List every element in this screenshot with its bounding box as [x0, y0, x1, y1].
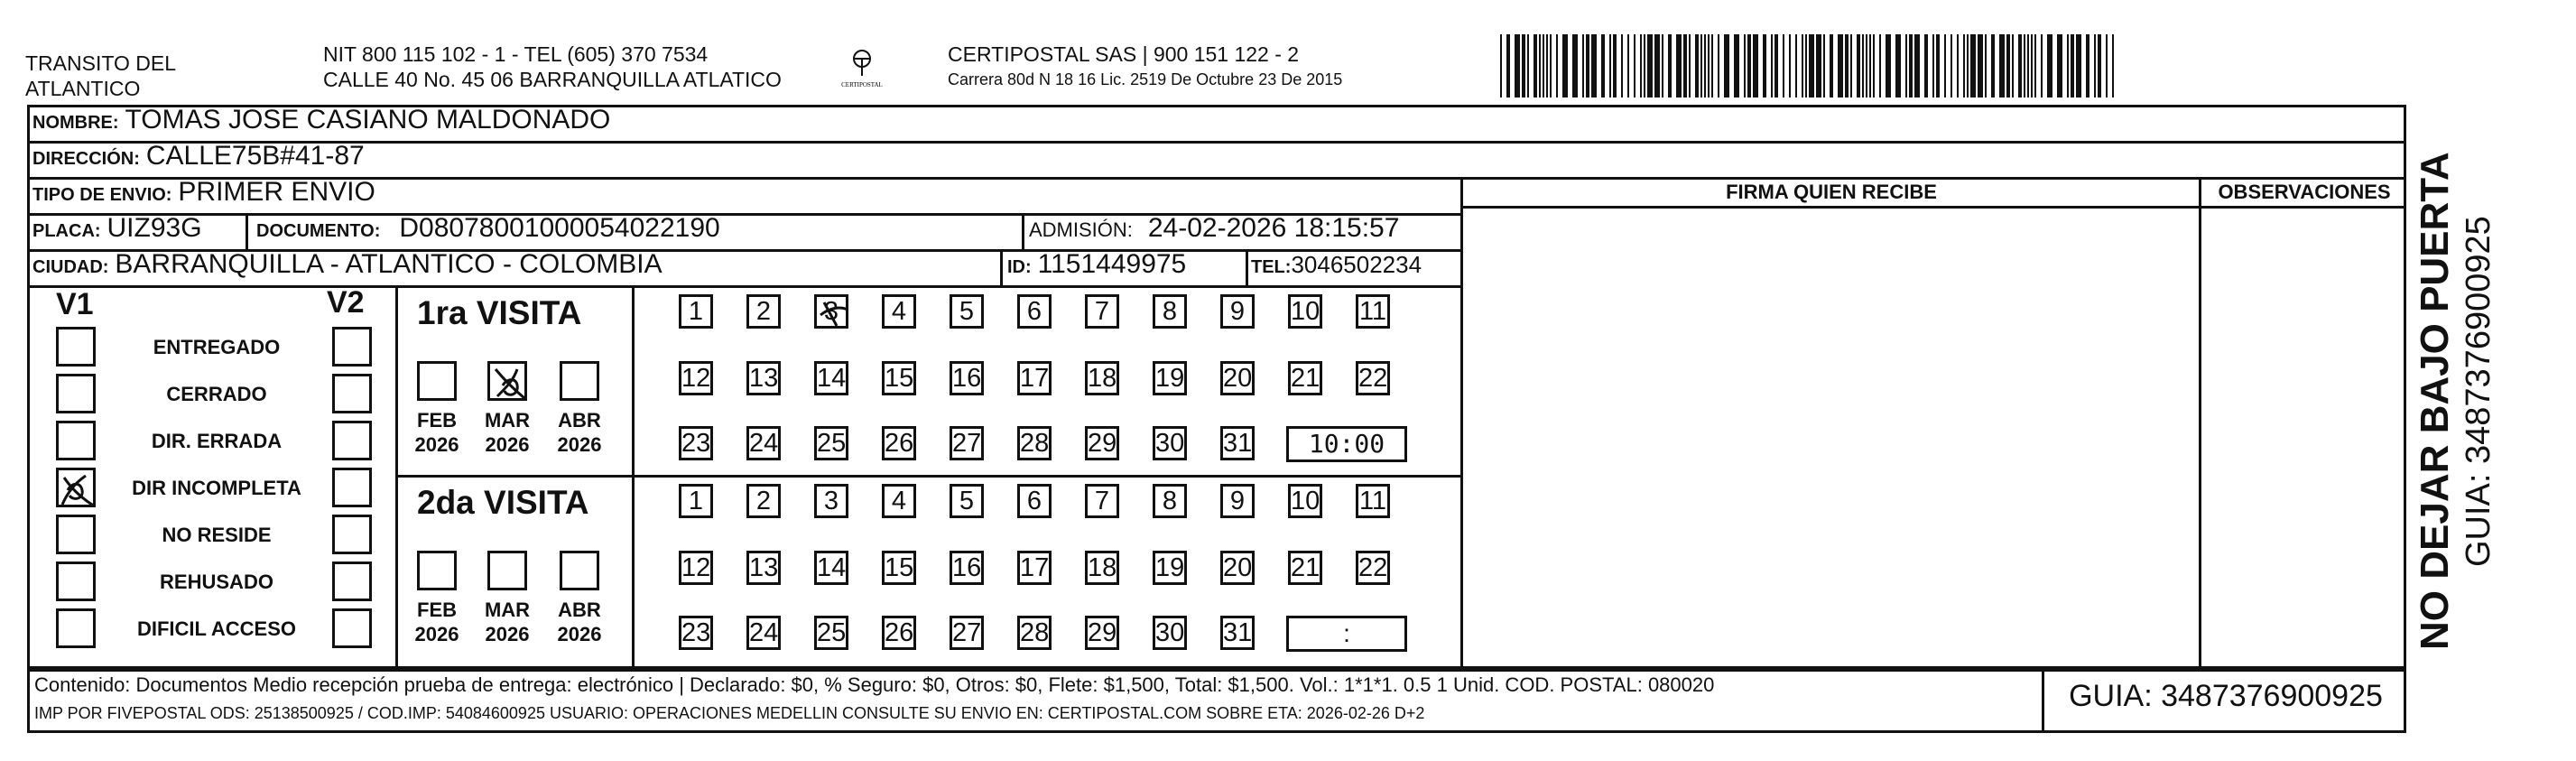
col-divider — [246, 213, 248, 249]
barcode-bar — [1866, 34, 1867, 97]
barcode-bar — [1582, 34, 1584, 97]
barcode-bar — [1601, 34, 1605, 97]
barcode-bar — [1718, 34, 1719, 97]
barcode-bar — [2034, 34, 2036, 97]
barcode-bar — [1640, 34, 1642, 97]
status-option-label: NO RESIDE — [162, 524, 272, 546]
month-label — [471, 408, 543, 457]
day-box[interactable]: 12 — [679, 361, 713, 395]
field-value: BARRANQUILLA - ATLANTICO - COLOMBIA — [115, 249, 663, 279]
v2-checkbox[interactable] — [332, 327, 372, 367]
month-year: 2026 — [557, 623, 602, 645]
month-checkbox[interactable] — [417, 361, 457, 401]
barcode-bar — [1591, 34, 1597, 97]
barcode-bar — [1621, 34, 1623, 97]
barcode-bar — [1963, 34, 1965, 97]
status-option-label: CERRADO — [166, 383, 267, 405]
barcode-bar — [1802, 34, 1803, 97]
row-divider — [27, 177, 2406, 180]
day-box[interactable]: 28 — [1017, 426, 1052, 460]
v1-checkbox[interactable] — [56, 515, 96, 554]
day-box[interactable]: 1 — [679, 294, 713, 329]
side-warning: NO DEJAR BAJO PUERTA — [2413, 152, 2457, 650]
barcode-bar — [1662, 34, 1663, 97]
barcode-bar — [2106, 34, 2108, 97]
day-box[interactable]: 3 — [814, 294, 848, 329]
barcode-bar — [1838, 34, 1843, 97]
field-value: UIZ93G — [107, 213, 202, 243]
barcode-bar — [1857, 34, 1860, 97]
barcode-bar — [2041, 34, 2043, 97]
day-box[interactable]: 25 — [814, 426, 848, 460]
month-checkbox[interactable] — [417, 551, 457, 590]
barcode-bar — [2047, 34, 2052, 97]
field-label: ID: — [1007, 257, 1032, 277]
barcode-bar — [1967, 34, 1969, 97]
header-company — [25, 51, 176, 101]
day-box[interactable]: 10 — [1288, 294, 1322, 329]
day-box[interactable]: 7 — [1085, 484, 1119, 518]
day-box[interactable]: 8 — [1153, 294, 1187, 329]
barcode-bar — [2024, 34, 2025, 97]
barcode-bar — [1676, 34, 1682, 97]
col-divider — [1000, 249, 1003, 285]
barcode-bar — [1845, 34, 1849, 97]
day-box[interactable]: 8 — [1153, 484, 1187, 518]
header-address: CALLE 40 No. 45 06 BARRANQUILLA ATLATICO — [323, 68, 782, 91]
barcode-icon — [1498, 34, 2121, 97]
field-value: 1151449975 — [1037, 249, 1187, 279]
field-label: ADMISIÓN: — [1029, 218, 1133, 241]
day-box[interactable]: 29 — [1085, 616, 1119, 650]
day-box[interactable]: 11 — [1356, 484, 1390, 518]
barcode-bar — [1708, 34, 1710, 97]
field-label: CIUDAD: — [32, 257, 109, 277]
month-name: MAR — [484, 409, 531, 432]
field-value: 3046502234 — [1291, 251, 1422, 278]
barcode-bar — [1771, 34, 1773, 97]
day-box[interactable]: 27 — [950, 426, 984, 460]
day-box[interactable]: 30 — [1153, 426, 1187, 460]
v2-checkbox[interactable] — [332, 374, 372, 413]
field-label: TIPO DE ENVIO: — [32, 185, 172, 205]
day-box[interactable]: 4 — [882, 294, 916, 329]
day-box[interactable]: 14 — [814, 361, 848, 395]
day-box[interactable]: 19 — [1153, 551, 1187, 585]
v1-checkbox[interactable] — [56, 561, 96, 601]
barcode-bar — [1936, 34, 1940, 97]
day-box[interactable]: 23 — [679, 616, 713, 650]
day-box[interactable]: 25 — [814, 616, 848, 650]
v2-checkbox[interactable] — [332, 608, 372, 648]
v2-label: V2 — [327, 285, 365, 320]
barcode-bar — [2086, 34, 2090, 97]
header-company-line: TRANSITO DEL — [25, 51, 176, 75]
day-box[interactable]: 27 — [950, 616, 984, 650]
field-label: TEL: — [1251, 257, 1292, 277]
field-value: TOMAS JOSE CASIANO MALDONADO — [125, 105, 611, 135]
header-courier-address: Carrera 80d N 18 16 Lic. 2519 De Octubre 23 De 2015 — [948, 70, 1343, 88]
firma-header: FIRMA QUIEN RECIBE — [1726, 181, 1937, 203]
barcode-bar — [1609, 34, 1611, 97]
day-box[interactable]: 13 — [746, 551, 781, 585]
field-label: NOMBRE: — [32, 113, 119, 133]
day-box[interactable]: 21 — [1288, 551, 1322, 585]
barcode-bar — [2012, 34, 2014, 97]
day-box[interactable]: 5 — [950, 484, 984, 518]
field-label: DOCUMENTO: — [256, 221, 381, 241]
barcode-bar — [1909, 34, 1913, 97]
day-box[interactable]: 18 — [1085, 551, 1119, 585]
day-box[interactable]: 31 — [1220, 616, 1255, 650]
side-guia: GUIA: 3487376900925 — [2460, 216, 2497, 567]
col-divider — [1022, 213, 1024, 249]
barcode-bar — [1543, 34, 1544, 97]
row-divider — [27, 285, 1460, 288]
barcode-bar — [1704, 34, 1706, 97]
v2-checkbox[interactable] — [332, 421, 372, 460]
day-box[interactable]: 2 — [746, 294, 781, 329]
status-option-label: DIFICIL ACCESO — [136, 617, 296, 640]
barcode-bar — [1886, 34, 1891, 97]
month-checkbox[interactable] — [487, 551, 527, 590]
barcode-bar — [1895, 34, 1901, 97]
barcode-bar — [1774, 34, 1778, 97]
field-value: D08078001000054022190 — [399, 213, 720, 243]
barcode-bar — [1647, 34, 1653, 97]
month-year: 2026 — [485, 623, 530, 645]
day-box[interactable]: 14 — [814, 551, 848, 585]
observaciones-header: OBSERVACIONES — [2218, 181, 2391, 203]
day-box[interactable]: 6 — [1017, 294, 1052, 329]
field-label: PLACA: — [32, 221, 101, 241]
field-ciudad — [32, 251, 663, 281]
barcode-bar — [1850, 34, 1852, 97]
v1-checkbox[interactable] — [56, 608, 96, 648]
barcode-bar — [1991, 34, 1995, 97]
barcode-bar — [1562, 34, 1568, 97]
month-name: FEB — [417, 409, 457, 432]
barcode-bar — [1744, 34, 1746, 97]
barcode-bar — [1586, 34, 1589, 97]
barcode-bar — [1951, 34, 1952, 97]
barcode-bar — [1873, 34, 1875, 97]
month-checkbox[interactable] — [560, 551, 599, 590]
month-label — [543, 598, 616, 646]
day-box[interactable]: 31 — [1220, 426, 1255, 460]
month-checkbox[interactable] — [487, 361, 527, 401]
barcode-bar — [1724, 34, 1729, 97]
barcode-bar — [1634, 34, 1635, 97]
month-checkbox[interactable] — [560, 361, 599, 401]
day-box[interactable]: 1 — [679, 484, 713, 518]
month-label — [401, 408, 473, 457]
barcode-bar — [1914, 34, 1920, 97]
barcode-bar — [1862, 34, 1864, 97]
footer-contenido: Contenido: Documentos Medio recepción prueba de entrega: electrónico | Declarado: $0, % Seguro: $0, Otros: $0, Flete: $1,500, Total: $1,500. Vol.: 1*1*1. 0.5 1 Unid. COD. POSTAL: 080020 — [34, 673, 1715, 696]
day-box[interactable]: 26 — [882, 426, 916, 460]
barcode-bar — [1999, 34, 2005, 97]
barcode-bar — [2076, 34, 2081, 97]
barcode-bar — [1644, 34, 1645, 97]
day-box[interactable]: 12 — [679, 551, 713, 585]
month-year: 2026 — [414, 623, 459, 645]
month-label — [543, 408, 616, 457]
row-divider — [395, 475, 1460, 478]
field-nombre — [32, 107, 610, 136]
barcode-bar — [1823, 34, 1825, 97]
barcode-bar — [1572, 34, 1578, 97]
barcode-bar — [1944, 34, 1946, 97]
field-label: DIRECCIÓN: — [32, 149, 140, 169]
barcode-bar — [1506, 34, 1510, 97]
day-box[interactable]: 9 — [1220, 484, 1255, 518]
field-tipo-envio — [32, 179, 375, 209]
v1-checkbox[interactable] — [56, 374, 96, 413]
courier-logo-icon — [830, 47, 894, 92]
barcode-bar — [1627, 34, 1629, 97]
handwritten-mark-icon — [817, 297, 846, 326]
day-box[interactable]: 21 — [1288, 361, 1322, 395]
status-option-label: DIR INCOMPLETA — [132, 477, 301, 499]
col-divider — [2199, 177, 2201, 666]
footer-imp: IMP POR FIVEPOSTAL ODS: 25138500925 / COD.IMP: 54084600925 USUARIO: OPERACIONES MEDELLIN CONSULTE SU ENVIO EN: CERTIPOSTAL.COM SOBRE ETA: 2026-02-26 D+2 — [34, 704, 1425, 722]
barcode-bar — [1932, 34, 1934, 97]
month-year: 2026 — [485, 433, 530, 456]
status-option-label: ENTREGADO — [153, 336, 281, 358]
day-box[interactable]: 11 — [1356, 294, 1390, 329]
field-placa — [32, 215, 202, 245]
field-value: PRIMER ENVIO — [178, 177, 375, 207]
barcode-bar — [1522, 34, 1525, 97]
barcode-bar — [2031, 34, 2033, 97]
barcode-bar — [1556, 34, 1558, 97]
month-label — [471, 598, 543, 646]
barcode-bar — [1500, 34, 1502, 97]
barcode-bar — [1527, 34, 1529, 97]
field-tel — [1251, 251, 1422, 281]
col-divider — [1460, 177, 1463, 666]
barcode-bar — [1905, 34, 1907, 97]
visit-title: 2da VISITA — [417, 484, 589, 521]
field-id — [1007, 251, 1186, 281]
barcode-bar — [1550, 34, 1552, 97]
day-box[interactable]: 2 — [746, 484, 781, 518]
courier-logo-text: CERTIPOSTAL — [841, 81, 883, 88]
barcode-bar — [1789, 34, 1791, 97]
barcode-bar — [1668, 34, 1672, 97]
barcode-bar — [1695, 34, 1699, 97]
day-box[interactable]: 9 — [1220, 294, 1255, 329]
barcode-bar — [1613, 34, 1617, 97]
day-box[interactable]: 24 — [746, 426, 781, 460]
barcode-bar — [2067, 34, 2069, 97]
footer-guia: GUIA: 3487376900925 — [2069, 679, 2383, 713]
barcode-bar — [1970, 34, 1976, 97]
barcode-bar — [1869, 34, 1871, 97]
v2-checkbox[interactable] — [332, 515, 372, 554]
day-box[interactable]: 28 — [1017, 616, 1052, 650]
day-box[interactable]: 10 — [1288, 484, 1322, 518]
barcode-bar — [1689, 34, 1691, 97]
barcode-bar — [1978, 34, 1983, 97]
day-box[interactable]: 26 — [882, 616, 916, 650]
barcode-bar — [1805, 34, 1807, 97]
col-divider — [1246, 249, 1248, 285]
header-company-line: ATLANTICO — [25, 77, 141, 100]
barcode-bar — [1879, 34, 1881, 97]
barcode-bar — [1957, 34, 1959, 97]
header-courier: CERTIPOSTAL SAS | 900 151 122 - 2 — [948, 42, 1300, 66]
v1-checkbox[interactable] — [56, 421, 96, 460]
barcode-bar — [1985, 34, 1987, 97]
barcode-bar — [1763, 34, 1766, 97]
time-box[interactable]: 10:00 — [1286, 426, 1407, 462]
barcode-bar — [1783, 34, 1784, 97]
barcode-bar — [1546, 34, 1548, 97]
header-nit: NIT 800 115 102 - 1 - TEL (605) 370 7534 — [323, 42, 709, 66]
day-box[interactable]: 15 — [882, 551, 916, 585]
barcode-bar — [1747, 34, 1751, 97]
row-divider — [27, 141, 2406, 144]
status-option-label: REHUSADO — [160, 571, 273, 593]
month-name: ABR — [558, 599, 601, 621]
day-box[interactable]: 18 — [1085, 361, 1119, 395]
barcode-bar — [1734, 34, 1739, 97]
barcode-bar — [1515, 34, 1520, 97]
day-box[interactable]: 22 — [1356, 361, 1390, 395]
month-name: MAR — [484, 599, 531, 621]
field-direccion — [32, 143, 365, 172]
row-divider — [1460, 206, 2406, 209]
v2-checkbox[interactable] — [332, 468, 372, 507]
day-box[interactable]: 23 — [679, 426, 713, 460]
day-box[interactable]: 15 — [882, 361, 916, 395]
month-name: ABR — [558, 409, 601, 432]
month-year: 2026 — [414, 433, 459, 456]
day-box[interactable]: 16 — [950, 361, 984, 395]
barcode-bar — [1753, 34, 1758, 97]
day-box[interactable]: 17 — [1017, 551, 1052, 585]
day-box[interactable]: 20 — [1220, 551, 1255, 585]
barcode-bar — [1816, 34, 1821, 97]
barcode-bar — [1830, 34, 1833, 97]
day-box[interactable]: 3 — [814, 484, 848, 518]
barcode-bar — [2027, 34, 2029, 97]
barcode-bar — [1534, 34, 1537, 97]
v1-checkbox[interactable] — [56, 468, 96, 507]
day-box[interactable]: 19 — [1153, 361, 1187, 395]
day-box[interactable]: 24 — [746, 616, 781, 650]
visit-title: 1ra VISITA — [417, 294, 582, 331]
day-box[interactable]: 7 — [1085, 294, 1119, 329]
field-value: CALLE75B#41-87 — [145, 141, 365, 171]
field-documento — [256, 215, 720, 245]
barcode-bar — [1795, 34, 1797, 97]
handwritten-mark-icon — [59, 470, 93, 505]
barcode-bar — [1654, 34, 1660, 97]
field-value: 24-02-2026 18:15:57 — [1147, 213, 1400, 243]
day-box[interactable]: 30 — [1153, 616, 1187, 650]
barcode-bar — [2057, 34, 2062, 97]
day-box[interactable]: 16 — [950, 551, 984, 585]
v1-label: V1 — [56, 287, 94, 321]
day-box[interactable]: 13 — [746, 361, 781, 395]
month-name: FEB — [417, 599, 457, 621]
barcode-bar — [1809, 34, 1814, 97]
barcode-bar — [2112, 34, 2114, 97]
barcode-bar — [1683, 34, 1687, 97]
courier-logo — [830, 47, 894, 92]
barcode-bar — [1700, 34, 1702, 97]
barcode-bar — [1924, 34, 1928, 97]
month-year: 2026 — [557, 433, 602, 456]
status-option-label: DIR. ERRADA — [151, 430, 283, 452]
day-box[interactable]: 4 — [882, 484, 916, 518]
day-box[interactable]: 6 — [1017, 484, 1052, 518]
barcode-bar — [2006, 34, 2010, 97]
day-box[interactable]: 22 — [1356, 551, 1390, 585]
barcode — [1498, 34, 2121, 97]
day-box[interactable]: 20 — [1220, 361, 1255, 395]
barcode-bar — [2071, 34, 2074, 97]
barcode-bar — [2098, 34, 2101, 97]
day-box[interactable]: 29 — [1085, 426, 1119, 460]
day-box[interactable]: 5 — [950, 294, 984, 329]
barcode-bar — [2094, 34, 2096, 97]
month-label — [401, 598, 473, 646]
day-box[interactable]: 17 — [1017, 361, 1052, 395]
v1-checkbox[interactable] — [56, 327, 96, 367]
v2-checkbox[interactable] — [332, 561, 372, 601]
barcode-bar — [1711, 34, 1713, 97]
handwritten-mark-icon — [490, 364, 524, 398]
barcode-bar — [2018, 34, 2022, 97]
time-box[interactable]: : — [1286, 616, 1407, 652]
barcode-bar — [1539, 34, 1541, 97]
field-admision — [1029, 215, 1399, 244]
